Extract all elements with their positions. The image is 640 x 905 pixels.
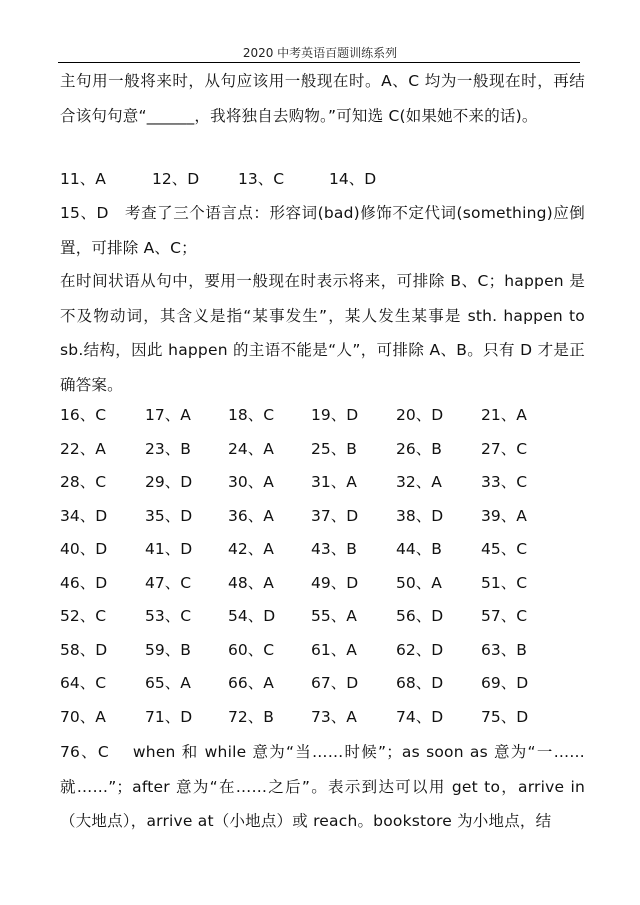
answer-item: 20、D (396, 406, 444, 424)
answer-item: 61、A (311, 640, 357, 659)
answer-item: 27、C (481, 439, 528, 458)
answer-item: 22、A (60, 439, 106, 458)
answer-item: 14、D (329, 170, 377, 188)
answer-item: 58、D (60, 640, 108, 659)
answer-item: 35、D (145, 506, 193, 525)
explanation-paragraph-15: 15、D 考查了三个语言点：形容词(bad)修饰不定代词(something)应倒置，可排除 A、C； (60, 204, 585, 257)
answer-item: 70、A (60, 707, 106, 726)
answer-item: 46、D (60, 573, 108, 592)
answer-item: 17、A (145, 406, 191, 424)
answer-item: 33、C (481, 473, 528, 491)
answer-item: 55、A (311, 607, 357, 625)
answer-item: 73、A (311, 707, 357, 726)
answer-item: 60、C (228, 640, 275, 659)
answer-item: 74、D (396, 707, 444, 726)
answer-item: 57、C (481, 607, 528, 625)
answer-item: 13、C (238, 170, 285, 188)
answer-item: 19、D (311, 406, 359, 424)
answer-item: 45、C (481, 540, 528, 558)
answer-item: 47、C (145, 573, 192, 592)
answer-item: 63、B (481, 640, 527, 659)
answer-item: 42、A (228, 540, 274, 558)
answer-item: 51、C (481, 573, 528, 592)
answer-item: 71、D (145, 707, 193, 726)
answer-item: 30、A (228, 473, 274, 491)
explanation-paragraph-15-cont: 在时间状语从句中，要用一般现在时表示将来，可排除 B、C；happen 是不及物动词，其含义是指“某事发生”，某人发生某事是 sth. happen to sb.结构，因此 happen 的主语不能是“人”，可排除 A、B。只有 D 才是正确答案。 (60, 272, 585, 394)
page-header-title: 2020 中考英语百题训练系列 (242, 46, 398, 60)
answer-item: 62、D (396, 640, 444, 659)
answer-item: 18、C (228, 406, 275, 424)
answer-item: 41、D (145, 540, 193, 558)
answer-item: 34、D (60, 506, 108, 525)
answer-item: 39、A (481, 506, 527, 525)
answer-item: 53、C (145, 607, 192, 625)
answer-item: 25、B (311, 439, 357, 458)
answer-item: 11、A (60, 170, 106, 188)
answer-item: 37、D (311, 506, 359, 525)
answer-item: 56、D (396, 607, 444, 625)
answer-item: 66、A (228, 674, 274, 692)
answer-item: 67、D (311, 674, 359, 692)
answer-item: 75、D (481, 707, 529, 726)
answer-item: 48、A (228, 573, 274, 592)
answer-item: 69、D (481, 674, 529, 692)
answer-item: 54、D (228, 607, 276, 625)
answer-item: 38、D (396, 506, 444, 525)
answer-item: 21、A (481, 406, 527, 424)
answer-item: 12、D (152, 170, 200, 188)
answer-item: 68、D (396, 674, 444, 692)
answer-item: 43、B (311, 540, 357, 558)
answer-item: 64、C (60, 674, 107, 692)
answer-item: 44、B (396, 540, 442, 558)
answer-item: 40、D (60, 540, 108, 558)
explanation-paragraph-76: 76、C when 和 while 意为“当……时候”；as soon as 意为“一……就……”；after 意为“在……之后”。表示到达可以用 get to，arrive in（大地点），arrive at（小地点）或 reach。bookstore 为小地点，结 (60, 743, 585, 830)
answer-item: 65、A (145, 674, 191, 692)
answer-item: 32、A (396, 473, 442, 491)
answer-item: 49、D (311, 573, 359, 592)
answer-item: 24、A (228, 439, 274, 458)
answer-item: 52、C (60, 607, 107, 625)
explanation-paragraph-1: 主句用一般将来时，从句应该用一般现在时。A、C 均为一般现在时，再结合该句句意“______，我将独自去购物。”可知选 C(如果她不来的话)。 (60, 72, 585, 125)
answer-item: 36、A (228, 506, 274, 525)
header-rule (58, 62, 580, 63)
answer-item: 31、A (311, 473, 357, 491)
answer-item: 72、B (228, 707, 274, 726)
answer-item: 50、A (396, 573, 442, 592)
answer-item: 26、B (396, 439, 442, 458)
answer-item: 29、D (145, 473, 193, 491)
answer-item: 16、C (60, 406, 107, 424)
answer-item: 59、B (145, 640, 191, 659)
answer-item: 23、B (145, 439, 191, 458)
answer-item: 28、C (60, 473, 107, 491)
